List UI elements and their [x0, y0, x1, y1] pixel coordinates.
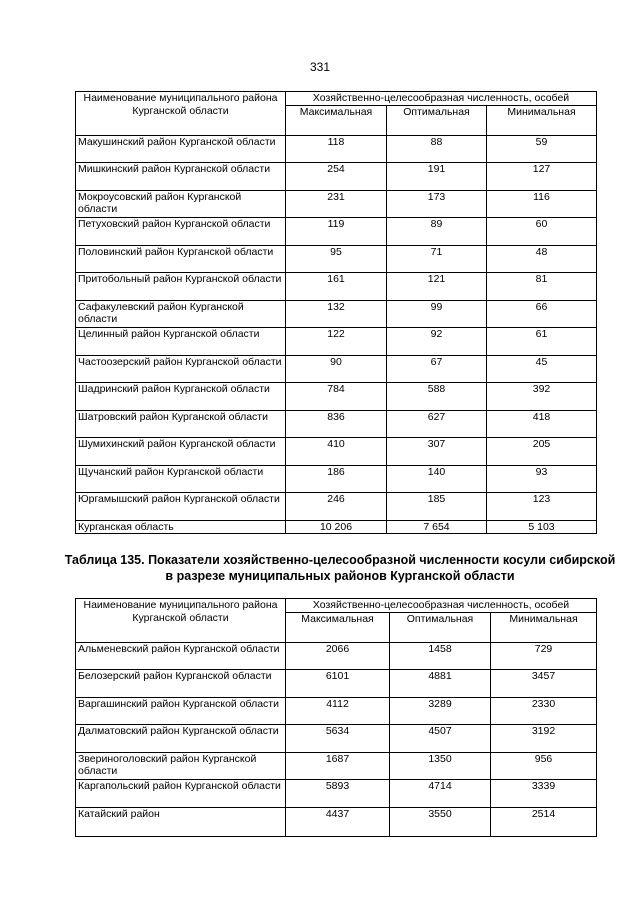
value-max: 2066 — [286, 642, 390, 670]
district-name: Звериноголовский район Курганской области — [76, 752, 286, 780]
district-name: Притобольный район Курганской области — [76, 273, 286, 301]
table-row — [76, 752, 597, 780]
district-name: Далматовский район Курганской области — [76, 725, 286, 753]
value-opt: 71 — [387, 245, 487, 273]
value-max: 119 — [286, 218, 387, 246]
table-row — [76, 190, 597, 218]
value-opt: 1458 — [390, 642, 491, 670]
table-row — [76, 725, 597, 753]
district-name: Шумихинский район Курганской области — [76, 438, 286, 466]
value-min: 418 — [487, 410, 597, 438]
district-name: Частоозерский район Курганской области — [76, 355, 286, 383]
value-min: 3457 — [491, 670, 597, 698]
value-min: 729 — [491, 642, 597, 670]
value-min: 61 — [487, 328, 597, 356]
header-population-group: Хозяйственно-целесообразная численность, особей — [286, 599, 597, 613]
district-name: Шатровский район Курганской области — [76, 410, 286, 438]
header-population-group: Хозяйственно-целесообразная численность, особей — [286, 92, 597, 106]
header-row — [76, 92, 597, 106]
value-opt: 1350 — [390, 752, 491, 780]
value-min: 45 — [487, 355, 597, 383]
value-opt: 121 — [387, 273, 487, 301]
value-min: 127 — [487, 163, 597, 191]
district-name: Макушинский район Курганской области — [76, 135, 286, 163]
table-row — [76, 273, 597, 301]
value-min: 2514 — [491, 807, 597, 836]
value-max: 6101 — [286, 670, 390, 698]
value-opt: 191 — [387, 163, 487, 191]
table-row — [76, 135, 597, 163]
table-row — [76, 670, 597, 698]
value-max: 95 — [286, 245, 387, 273]
district-name: Варгашинский район Курганской области — [76, 697, 286, 725]
value-max: 246 — [286, 493, 387, 521]
table-row — [76, 493, 597, 521]
value-opt: 307 — [387, 438, 487, 466]
value-max: 122 — [286, 328, 387, 356]
header-row — [76, 599, 597, 613]
value-max: 836 — [286, 410, 387, 438]
value-max: 1687 — [286, 752, 390, 780]
value-min: 392 — [487, 383, 597, 411]
value-min: 116 — [487, 190, 597, 218]
table-row — [76, 328, 597, 356]
district-name: Курганская область — [76, 520, 286, 534]
value-min: 60 — [487, 218, 597, 246]
value-opt: 3289 — [390, 697, 491, 725]
district-name: Юргамышский район Курганской области — [76, 493, 286, 521]
value-max: 186 — [286, 465, 387, 493]
district-name: Шадринский район Курганской области — [76, 383, 286, 411]
value-max: 5634 — [286, 725, 390, 753]
header-min: Минимальная — [491, 612, 597, 642]
value-max: 90 — [286, 355, 387, 383]
value-min: 956 — [491, 752, 597, 780]
value-min: 123 — [487, 493, 597, 521]
table-row — [76, 697, 597, 725]
table-row — [76, 780, 597, 808]
district-name: Альменевский район Курганской области — [76, 642, 286, 670]
table-row — [76, 807, 597, 836]
value-min: 59 — [487, 135, 597, 163]
table-row — [76, 410, 597, 438]
value-min: 2330 — [491, 697, 597, 725]
value-min: 3192 — [491, 725, 597, 753]
header-district-name: Наименование муниципального района Курганской области — [76, 599, 286, 643]
value-opt: 89 — [387, 218, 487, 246]
value-max: 231 — [286, 190, 387, 218]
table-row — [76, 520, 597, 534]
district-name: Целинный район Курганской области — [76, 328, 286, 356]
value-max: 10 206 — [286, 520, 387, 534]
value-opt: 173 — [387, 190, 487, 218]
value-min: 93 — [487, 465, 597, 493]
value-min: 66 — [487, 300, 597, 328]
header-opt: Оптимальная — [387, 105, 487, 135]
header-min: Минимальная — [487, 105, 597, 135]
district-name: Катайский район — [76, 807, 286, 836]
district-name: Петуховский район Курганской области — [76, 218, 286, 246]
district-name: Белозерский район Курганской области — [76, 670, 286, 698]
table-row — [76, 438, 597, 466]
district-name: Мишкинский район Курганской области — [76, 163, 286, 191]
value-opt: 3550 — [390, 807, 491, 836]
value-min: 3339 — [491, 780, 597, 808]
header-opt: Оптимальная — [390, 612, 491, 642]
district-name: Мокроусовский район Курганской области — [76, 190, 286, 218]
value-opt: 67 — [387, 355, 487, 383]
table-row — [76, 383, 597, 411]
table-row — [76, 300, 597, 328]
table-row — [76, 163, 597, 191]
value-opt: 4714 — [390, 780, 491, 808]
value-min: 48 — [487, 245, 597, 273]
value-opt: 4507 — [390, 725, 491, 753]
table-row — [76, 642, 597, 670]
table-caption: Таблица 135. Показатели хозяйственно-целесообразной численности косули сибирской в разрезе муниципальных районов Курганской области — [64, 553, 616, 583]
value-min: 5 103 — [487, 520, 597, 534]
value-opt: 140 — [387, 465, 487, 493]
district-name: Сафакулевский район Курганской области — [76, 300, 286, 328]
value-max: 4112 — [286, 697, 390, 725]
header-max: Максимальная — [286, 612, 390, 642]
value-opt: 88 — [387, 135, 487, 163]
district-name: Половинский район Курганской области — [76, 245, 286, 273]
value-max: 4437 — [286, 807, 390, 836]
table-row — [76, 245, 597, 273]
value-max: 784 — [286, 383, 387, 411]
header-district-name: Наименование муниципального района Курганской области — [76, 92, 286, 136]
value-opt: 4881 — [390, 670, 491, 698]
value-max: 161 — [286, 273, 387, 301]
page-number: 331 — [309, 60, 331, 74]
value-opt: 588 — [387, 383, 487, 411]
value-max: 5893 — [286, 780, 390, 808]
value-opt: 185 — [387, 493, 487, 521]
table-row — [76, 465, 597, 493]
value-min: 205 — [487, 438, 597, 466]
table-row — [76, 355, 597, 383]
district-name: Каргапольский район Курганской области — [76, 780, 286, 808]
district-name: Щучанский район Курганской области — [76, 465, 286, 493]
value-max: 132 — [286, 300, 387, 328]
value-opt: 627 — [387, 410, 487, 438]
value-max: 254 — [286, 163, 387, 191]
value-min: 81 — [487, 273, 597, 301]
value-opt: 7 654 — [387, 520, 487, 534]
table-musk-deer-or-species-1 — [75, 91, 597, 534]
header-max: Максимальная — [286, 105, 387, 135]
table-row — [76, 218, 597, 246]
value-max: 410 — [286, 438, 387, 466]
value-max: 118 — [286, 135, 387, 163]
value-opt: 99 — [387, 300, 487, 328]
table-roe-deer — [75, 598, 597, 837]
value-opt: 92 — [387, 328, 487, 356]
